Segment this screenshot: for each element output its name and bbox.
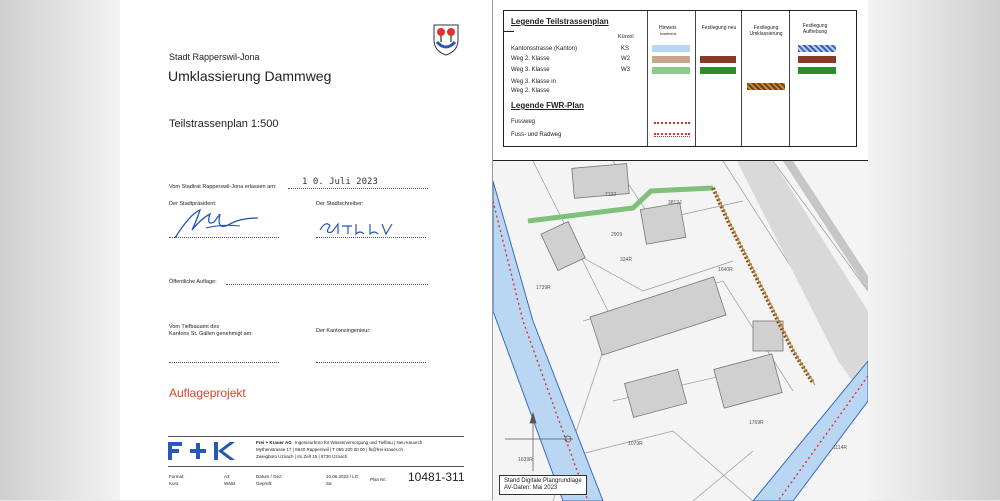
swatch-w2-hinweis (652, 56, 690, 63)
parcel-label: 2909 (611, 232, 623, 238)
legend-col-aufhebung: Festlegung Aufhebung (802, 23, 828, 35)
coat-of-arms-icon (431, 22, 461, 56)
plan-basis-line-1: Stand Digitale Plangrundlage (504, 478, 582, 484)
tiefbauamt-label-2: Kantons St. Gallen genehmigt am: (169, 331, 253, 337)
legend-col-divider (695, 11, 696, 146)
footer-top-rule (168, 436, 464, 437)
tiefbauamt-label-1: Vom Tiefbauamt des (169, 324, 220, 330)
legend-col-divider (789, 11, 790, 146)
president-signature (170, 204, 270, 244)
format-value: A3 (224, 474, 230, 479)
clerk-label: Der Stadtschreiber: (316, 201, 364, 207)
geprueft-value: Sa (326, 481, 332, 486)
swatch-fussweg (654, 122, 690, 124)
fwr-row-fuss-radweg: Fuss- und Radweg (511, 132, 562, 138)
approval-label: Vom Stadtrat Rapperswil-Jona erlassen am: (169, 184, 277, 190)
tiefbauamt-date-line (169, 362, 279, 363)
legend-col-divider (741, 11, 742, 146)
engineer-label: Der Kantonsingenieur: (316, 328, 371, 334)
legend-row-label: Weg 3. Klasse (511, 67, 550, 73)
map-drawing (493, 161, 868, 501)
page-title: Umklassierung Dammweg (168, 68, 332, 84)
project-status: Auflageprojekt (169, 386, 246, 400)
plan-basis-line-2: AV-Daten: Mai 2023 (504, 485, 558, 491)
plan-panel (493, 0, 868, 500)
swatch-ks-neu (652, 45, 690, 52)
clerk-signature (316, 216, 396, 238)
swatch-w3-hinweis (652, 67, 690, 74)
legend-col-kuerzel: Kürzel (618, 34, 634, 40)
swatch-fuss-radweg (654, 133, 690, 137)
footer-mid-rule (168, 466, 464, 467)
viewer-left-margin (0, 0, 120, 500)
approval-date-line (288, 188, 428, 189)
legend-row-code: KS (621, 46, 630, 52)
date-stamp: 1 0. Juli 2023 (302, 177, 378, 187)
plan-sheet (120, 0, 868, 500)
title-block (120, 0, 493, 500)
plan-basis-stamp (499, 475, 587, 495)
engineer-signature-line (316, 362, 426, 363)
legend-row-code: W3 (621, 67, 630, 73)
legend-row-label: Weg 3. Klasse in (511, 79, 556, 85)
company-name: Frei + Krauer AG (256, 440, 292, 445)
swatch-w2-aufhebung (798, 56, 836, 63)
company-logo-icon (168, 440, 240, 462)
parcel-label: 7132 (605, 192, 617, 198)
legend-row-label: Weg 2. Klasse (511, 88, 550, 94)
legend-row-code: W2 (621, 56, 630, 62)
swatch-ks-aufhebung (798, 45, 836, 52)
parcel-label: 324R (620, 257, 632, 263)
legend-col-hinweis: Hinweis (659, 25, 677, 31)
president-signature-line (169, 237, 279, 238)
kurs-label: Kurs. (169, 481, 180, 486)
kurs-value: Wälst (224, 481, 236, 486)
parcel-label: 1079R (628, 441, 643, 447)
parcel-label: 1114R (833, 445, 847, 451)
swatch-umklassierung (747, 83, 785, 90)
legend-row-label: Kantonsstrasse (Kanton) (511, 46, 578, 52)
legend-row-label: Weg 2. Klasse (511, 56, 550, 62)
plan-subtitle: Teilstrassenplan 1:500 (169, 118, 279, 130)
parcel-label: 1769R (749, 420, 764, 426)
municipality-name: Stadt Rapperswil-Jona (169, 52, 260, 62)
fwr-legend-title: Legende FWR-Plan (511, 101, 584, 110)
legend-col-umklassierung: Festlegung Umklassierung (749, 25, 783, 37)
clerk-signature-line (316, 237, 426, 238)
plan-number-label: Plan Nr.: (370, 477, 388, 482)
parcel-label: 1640R (718, 267, 733, 273)
datum-value: 10.06.2023 / LG (326, 474, 359, 479)
president-label: Der Stadtpräsident: (169, 201, 217, 207)
plan-number: 10481-311 (408, 470, 465, 484)
public-notice-line (226, 284, 428, 285)
legend-col-neu: Festlegung neu (701, 25, 737, 31)
public-notice-label: Öffentliche Auflage: (169, 279, 217, 285)
format-label: Format: (169, 474, 185, 479)
legend-col-divider (647, 11, 648, 146)
legend-title: Legende Teilstrassenplan (511, 17, 609, 26)
company-branch: Zweigbüro Uznach | Im Zelt 15 | 8730 Uznach (256, 454, 348, 459)
fwr-row-fussweg: Fussweg (511, 119, 536, 125)
company-description: Ingenieurbüro für Wasserversorgung und Tiefbau | Neu-kauurch (295, 440, 423, 445)
datum-label: Datum / Gez: (256, 474, 283, 479)
parcel-label: 3813J (668, 200, 682, 206)
company-address: Mythenstrasse 17 | 8640 Rapperswil | T 055 220 00 00 | fk@frei-krauer.ch (256, 447, 403, 452)
legend-row-divider (504, 31, 514, 32)
geprueft-label: Geprüft: (256, 481, 273, 486)
legend-col-hinweis-sub: bestehend (660, 32, 677, 36)
swatch-w3-neu (700, 67, 736, 74)
parcel-label: 1739R (536, 285, 551, 291)
viewer-right-margin (868, 0, 1000, 500)
site-map (493, 160, 868, 501)
swatch-w3-aufhebung (798, 67, 836, 74)
swatch-w2-neu (700, 56, 736, 63)
parcel-label: 1639R (518, 457, 533, 463)
legend (503, 10, 857, 147)
